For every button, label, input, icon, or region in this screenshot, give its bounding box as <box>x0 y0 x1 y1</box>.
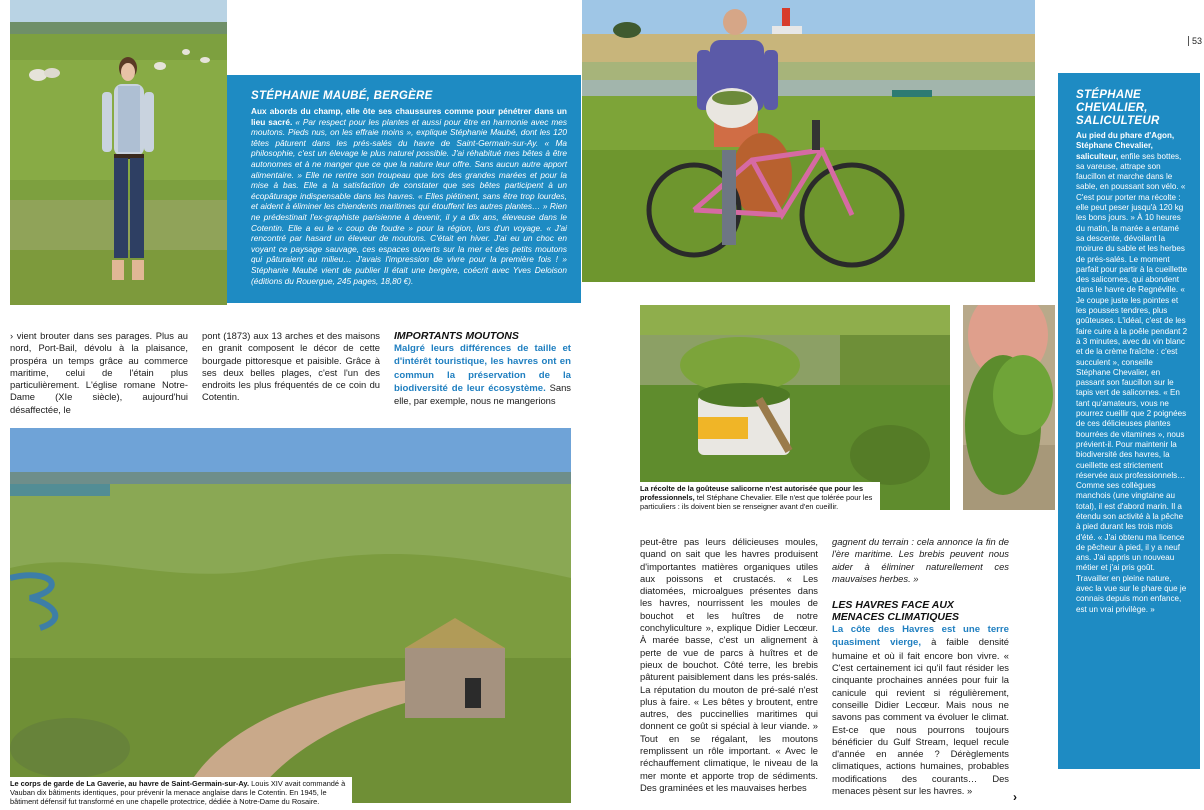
article-column-3 <box>394 330 571 407</box>
shepherd-photo <box>10 0 227 305</box>
column5-intro: gagnent du terrain : cela annonce la fin de l'ère maritime. Les brebis peuvent nous aider à éliminer naturellement ces mauvaises herbes. » <box>832 536 1009 584</box>
article-column-1: › vient brouter dans ses parages. Plus au nord, Port-Bail, dévolu à la plaisance, prospéra un temps grâce au commerce maritime, celui de l'étain plus particulièrement. L'église romane Notre-Dame (XIe siècle), aujourd'hui désaffectée, le <box>10 330 188 415</box>
section2-text: à faible densité humaine et où il fait encore bon vivre. « C'est certainement ici qu'il faut résider les cinquante prochaines années pour fuir la canicule qui revient si régulièrement, conseille Didier Lecœur. Mais nous ne savons pas comment va évoluer le climat. Est-ce que nous pourrons toujours bénéficier du Gulf Stream, lequel recule d'année en année ? Dérèglements climatiques, actions humaines, probables modifications des courants… Des menaces pèsent sur les havres. » <box>832 636 1009 797</box>
section-heading: IMPORTANTS MOUTONS <box>394 330 519 342</box>
photo-caption-guardhouse <box>10 777 352 808</box>
caption2-bold: La récolte de la goûteuse salicorne n'est autorisée que pour les professionnels, <box>640 484 864 502</box>
section2-lead: La côte des Havres est une terre quasiment vierge, <box>832 624 1009 649</box>
article-column-4: peut-être pas leurs délicieuses moules, quand on sait que les havres produisent d'importantes matières organiques utiles aux poissons et crustacés. « Les diatomées, microalgues présentes dans les havres, nourrissent les moules de bouchot et les huîtres de notre conchyliculture », explique Didier Lecœur. À marée basse, c'est un alignement à perte de vue de parcs à huîtres et de pieux de bouchot. Côté terre, les brebis pâturent paisiblement dans les prés-salés. La réputation du mouton de pré-salé n'est plus à faire. « Les bêtes y broutent, entre autres, des puccinellies maritimes qui donnent ce goût si spécial à leur viande. » Tout en se régalant, les moutons remplissent un rôle important. « Avec le réchauffement climatique, le niveau de la mer monte et apporte trop de sédiments. Des graminées et les mauvaises herbes <box>640 536 818 793</box>
caption2-text: tel Stéphane Chevalier. Elle n'est que tolérée pour les particuliers : ils doivent bien se renseigner avant d'en cueillir. <box>640 493 873 511</box>
salt-harvester-bicycle-photo <box>582 0 1035 282</box>
profile-box-shepherd <box>227 75 581 303</box>
article-column-5 <box>832 536 1009 797</box>
profile-body <box>251 106 567 286</box>
section-text: Sans elle, par exemple, nous ne mangerions <box>394 381 571 407</box>
continue-arrow: › <box>1013 790 1017 804</box>
caption1-text: Louis XIV avait commandé à Vauban dix bâtiments identiques, pour prévenir la menace anglaise dans le Cotentin. En 1945, le bâtiment défensif fut transformé en une chapelle protectrice, dédiée à Notre-Dame du Rosaire. <box>10 779 346 806</box>
photo-caption-salicornia <box>640 482 880 514</box>
article-column-2: pont (1873) aux 13 arches et des maisons en granit composent le décor de cette bourgade pittoresque et paisible. Grâce à ses deux belles plages, c'est l'un des endroits les plus fréquentés de ce coin du Cotentin. <box>202 330 380 403</box>
profile-text: « Par respect pour les plantes et aussi pour être en harmonie avec mes moutons. Pieds nus, on les effraie moins », explique Stéphanie Maubé, dont les 120 têtes pâturent dans les prés-salés du havre de Saint-Germain-sur-Ay. « Ma philosophie, c'est un élevage le plus naturel possible. J'ai réhabitué mes bêtes à être autonomes et à ne manger que ce que la nature leur offre. Sans aucun autre apport alimentaire. » Elle ne rentre son troupeau que lors des grandes marées et pour la mise à bas. Elle a la satisfaction de constater que ses bêtes participent à un écopâturage indispensable dans les havres. « Elles piétinent, sans être trop lourdes, et aident à éliminer les chiendents maritimes qui étouffent les autres plantes… » Rien ne prédestinait l'ex-graphiste parisienne à devenir, il y a dix ans, éleveuse dans le Cotentin. Elle a eu le « coup de foudre » pour la région, lors d'un voyage. « J'ai rencontré par hasard un éleveur de moutons. C'était en hiver. J'ai eu un choc en voyant ce paysage sauvage, ces espaces ouverts sur la mer et des petits moutons qui pâturaient au milieu… J'avais l'impression de vivre pour la première fois ! » Stéphanie Maubé vient de publier Il était une bergère, coécrit avec Yves Deloison (éditions du Rouergue, 245 pages, 18,80 €). <box>251 116 567 286</box>
profile2-lead: Au pied du phare d'Agon, Stéphane Chevalier, saliculteur, <box>1076 131 1175 161</box>
profile2-body <box>1076 131 1188 615</box>
profile-title: STÉPHANIE MAUBÉ, BERGÈRE <box>251 90 433 102</box>
guardhouse-aerial-photo <box>10 428 571 803</box>
section2-heading: LES HAVRES FACE AUX MENACES CLIMATIQUES <box>832 599 959 624</box>
profile-lead: Aux abords du champ, elle ôte ses chaussures comme pour pénétrer dans un lieu sacré. <box>251 106 567 127</box>
section-lead: Malgré leurs différences de taille et d'intérêt touristique, les havres ont en commun la préservation de la biodiversité de leur écosystème. <box>394 343 571 394</box>
bucket-salicornia-photo <box>640 305 950 510</box>
profile2-text: enfile ses bottes, sa vareuse, attrape son faucillon et marche dans le sable, en poussant son vélo. « C'est pour porter ma récolte : elle peut peser jusqu'à 120 kg les bons jours. » À 10 heures du matin, la marée a entamé sa descente, dévoilant la moirure du sable et les herbes de prés-salés. Le moment parfait pour partir à la cueillette des salicornes, qui abondent dans le havre de Regnéville. « Je coupe juste les pointes et les pousses tendres, plus goûteuses. L'idéal, c'est de les faire cuire à la poêle pendant 2 à 3 minutes, avec du vin blanc et de la crème fraîche : c'est succulent », conseille Stéphane Chevalier, en passant son faucillon sur le tapis vert de salicornes. « En tant qu'amateurs, vous ne pourrez cueillir que 2 poignées de ces délicieuses plantes bourrées de vitamines », nous prévient-il. Pour maintenir la biodiversité des havres, la cueillette est strictement réservée aux professionnels… Comme ses collègues manchois (une vingtaine au total), il est d'abord marin. Il a étendu son activité à la pêche à pied durant les trois mois d'été. « J'ai obtenu ma licence de pêcheur à pied, il y a neuf ans. J'ai appris un nouveau métier et j'ai pris goût. Travailler en pleine nature, avec la vue sur le phare que je connais depuis mon enfance, est un vrai privilège. » <box>1076 151 1188 614</box>
profile-box-saliculteur <box>1058 73 1200 769</box>
caption1-bold: Le corps de garde de La Gaverie, au havre de Saint-Germain-sur-Ay. <box>10 779 250 788</box>
salicornia-hand-photo <box>963 305 1055 510</box>
profile2-title: STÉPHANE CHEVALIER, SALICULTEUR <box>1076 89 1160 127</box>
page-number: 53 <box>1188 36 1202 46</box>
